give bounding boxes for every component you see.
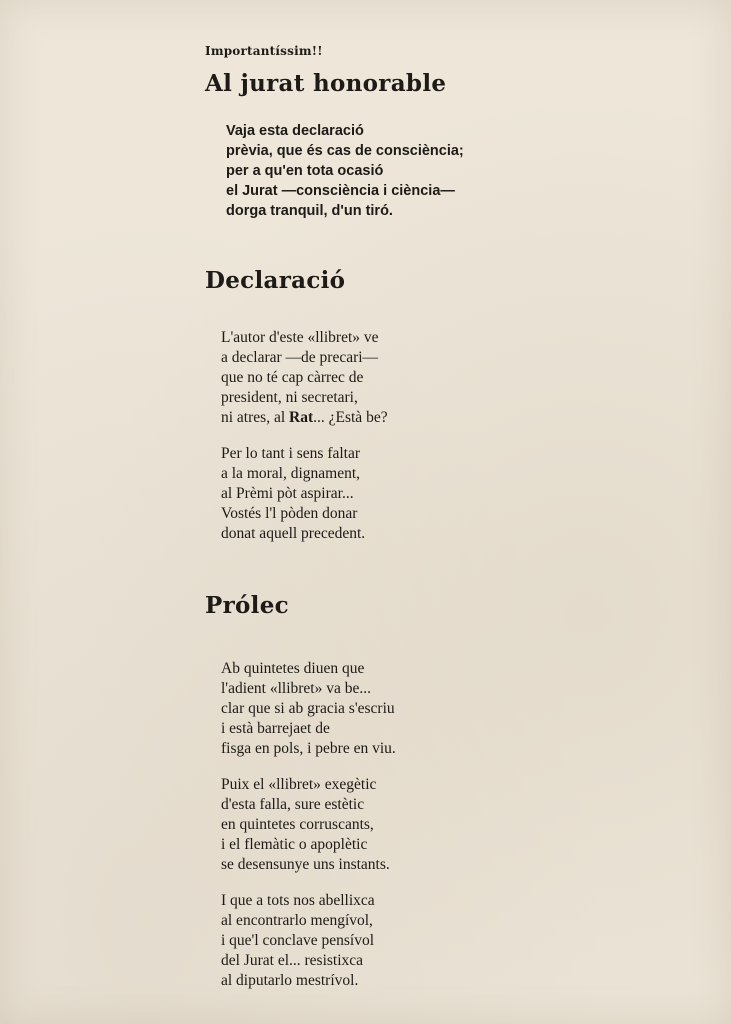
- verse-line: L'autor d'este «llibret» ve: [221, 329, 379, 346]
- stanza: [221, 328, 645, 428]
- text-column: [205, 44, 645, 991]
- section-title-jurat: Al jurat honorable: [205, 70, 447, 97]
- verse-line: a la moral, dignament,: [221, 465, 361, 482]
- stanza: [221, 444, 645, 544]
- verse-line: se desensunye uns instants.: [221, 856, 390, 873]
- verse-line: que no té cap càrrec de: [221, 369, 364, 386]
- importance-note: Importantíssim!!: [205, 44, 323, 58]
- section-title-declaracio: Declaració: [205, 267, 346, 294]
- verse-line: i que'l conclave pensívol: [221, 932, 375, 949]
- verse-line: l'adient «llibret» va be...: [221, 680, 371, 697]
- stanza: [221, 891, 645, 991]
- verse-line: al encontrarlo mengívol,: [221, 912, 373, 929]
- verse-line: president, ni secretari,: [221, 389, 358, 406]
- intro-line: dorga tranquil, d'un tiró.: [226, 203, 393, 219]
- prolec-poem: [221, 659, 645, 991]
- verse-line: Puix el «llibret» exegètic: [221, 776, 377, 793]
- stanza: [221, 659, 645, 759]
- verse-line: I que a tots nos abellixca: [221, 892, 375, 909]
- verse-line: Vostés l'l pòden donar: [221, 505, 358, 522]
- verse-line: ni atres, al Rat... ¿Està be?: [221, 409, 388, 426]
- verse-line: del Jurat el... resistixca: [221, 952, 364, 969]
- stanza-gap: [221, 428, 645, 444]
- verse-line: en quintetes corruscants,: [221, 816, 374, 833]
- verse-line: Ab quintetes diuen que: [221, 660, 365, 677]
- intro-line: per a qu'en tota ocasió: [226, 163, 384, 179]
- verse-line: fisga en pols, i pebre en viu.: [221, 740, 396, 757]
- verse-line: Per lo tant i sens faltar: [221, 445, 361, 462]
- verse-line: i està barrejaet de: [221, 720, 330, 737]
- declaracio-poem: [221, 328, 645, 544]
- stanza-gap: [221, 759, 645, 775]
- intro-line: prèvia, que és cas de consciència;: [226, 143, 464, 159]
- rat-word: Rat: [289, 409, 314, 426]
- verse-line: clar que si ab gracia s'escriu: [221, 700, 395, 717]
- verse-line: donat aquell precedent.: [221, 525, 366, 542]
- verse-line: al Prèmi pòt aspirar...: [221, 485, 354, 502]
- section-title-prolec: Prólec: [205, 592, 289, 619]
- verse-line: a declarar —de precari—: [221, 349, 379, 366]
- intro-stanza: [226, 121, 645, 221]
- stanza: [221, 775, 645, 875]
- intro-line: Vaja esta declaració: [226, 123, 364, 139]
- verse-line: i el flemàtic o apoplètic: [221, 836, 368, 853]
- intro-line: el Jurat —consciència i ciència—: [226, 183, 455, 199]
- stanza-gap: [221, 875, 645, 891]
- verse-line: al diputarlo mestrívol.: [221, 972, 359, 989]
- verse-line: d'esta falla, sure estètic: [221, 796, 365, 813]
